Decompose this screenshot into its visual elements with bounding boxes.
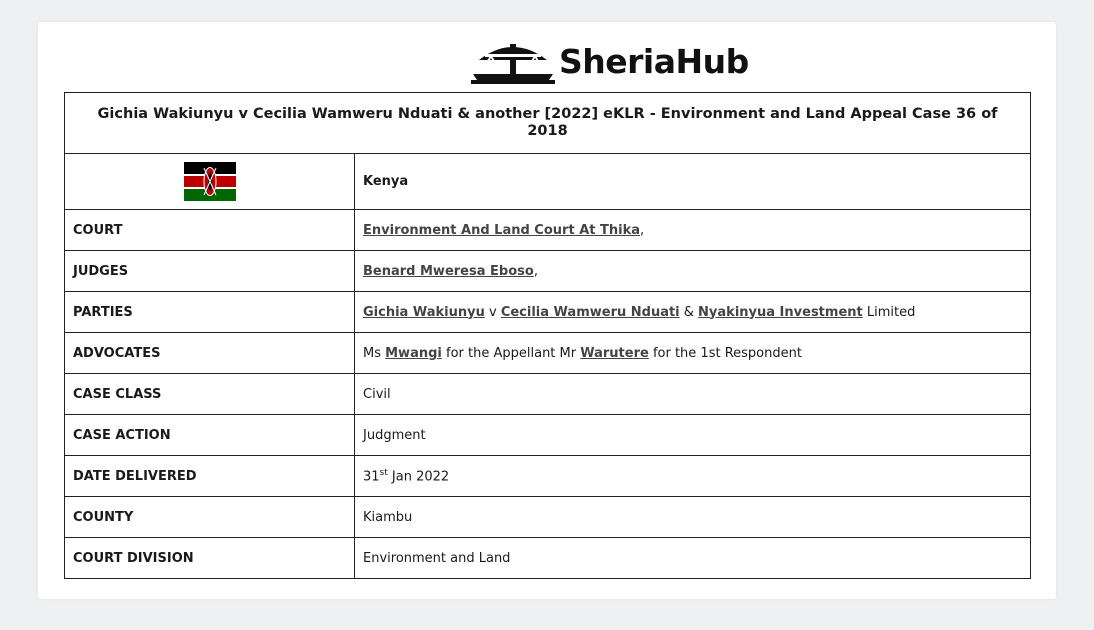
party-link-respondent[interactable]: Cecilia Wamweru Nduati (500, 304, 680, 320)
case-info-table (64, 92, 1031, 579)
sheriahub-logo[interactable] (471, 40, 749, 84)
advocate-link-appellant[interactable]: Mwangi (385, 345, 442, 361)
date-day: 31 (363, 469, 380, 485)
document-card (38, 22, 1056, 599)
party-link-second-respondent[interactable]: Nyakinyua Investment (698, 304, 863, 320)
judges-suffix: , (533, 263, 538, 279)
country-name: Kenya (355, 154, 1031, 210)
court-division-label: COURT DIVISION (65, 538, 355, 579)
judge-link[interactable]: Benard Mweresa Eboso (363, 263, 534, 279)
parties-tail: Limited (862, 304, 916, 320)
county-label: COUNTY (65, 497, 355, 538)
date-delivered-label: DATE DELIVERED (65, 456, 355, 497)
court-suffix: , (640, 222, 645, 238)
judges-label: JUDGES (65, 251, 355, 292)
advocates-post: for the 1st Respondent (648, 345, 802, 361)
scales-of-justice-icon (471, 40, 555, 84)
kenya-flag-icon (184, 162, 236, 201)
case-action-value: Judgment (355, 415, 1031, 456)
party-link-appellant[interactable]: Gichia Wakiunyu (363, 304, 485, 320)
date-ordinal: st (379, 467, 388, 478)
court-value (355, 210, 1031, 251)
advocates-pre: Ms (363, 345, 386, 361)
case-class-label: CASE CLASS (65, 374, 355, 415)
date-delivered-value (355, 456, 1031, 497)
advocates-label: ADVOCATES (65, 333, 355, 374)
case-class-value: Civil (355, 374, 1031, 415)
case-title: Gichia Wakiunyu v Cecilia Wamweru Nduati & another [2022] eKLR - Environment and Land Appeal Case 36 of 2018 (65, 93, 1031, 154)
advocates-value (355, 333, 1031, 374)
court-label: COURT (65, 210, 355, 251)
court-division-value: Environment and Land (355, 538, 1031, 579)
county-value: Kiambu (355, 497, 1031, 538)
judges-value (355, 251, 1031, 292)
parties-label: PARTIES (65, 292, 355, 333)
date-rest: Jan 2022 (387, 469, 450, 485)
advocate-link-respondent[interactable]: Warutere (580, 345, 649, 361)
flag-cell (65, 154, 355, 210)
court-link[interactable]: Environment And Land Court At Thika (363, 222, 640, 238)
parties-separator-v: v (484, 304, 501, 320)
case-action-label: CASE ACTION (65, 415, 355, 456)
parties-separator-amp: & (679, 304, 699, 320)
brand-name: SheriaHub (559, 42, 749, 81)
advocates-mid: for the Appellant Mr (441, 345, 581, 361)
parties-value (355, 292, 1031, 333)
